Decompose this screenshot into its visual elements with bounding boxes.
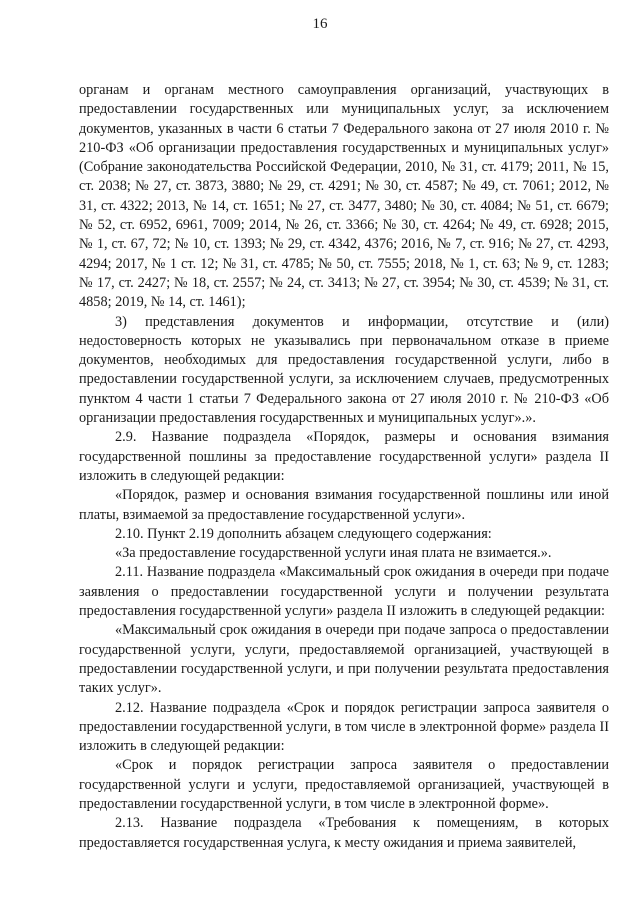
paragraph: 2.12. Название подраздела «Срок и порядок регистрации запроса заявителя о предоставлении государственной услуги, в том числе в электронной форме» раздела II изложить в следующей редакции: xyxy=(79,699,609,755)
paragraph: 2.13. Название подраздела «Требования к помещениям, в которых предоставляется государственная услуга, к месту ожидания и приема заявителей, xyxy=(79,815,609,851)
paragraph: «Срок и порядок регистрации запроса заявителя о предоставлении государственной услуги и услуги, предоставляемой организацией, участвующей в предоставлении государственной услуги, в том числе в электронной форме». xyxy=(79,757,609,812)
paragraph: 3) представления документов и информации, отсутствие и (или) недостоверность которых не указывались при первоначальном отказе в приеме документов, необходимых для предоставления государственной услуги, либо в предоставлении государственной услуги, за исключением случаев, предусмотренных пунктом 4 части 1 статьи 7 Федерального закона от 27 июля 2010 г. № 210-ФЗ «Об организации предоставления государственных и муниципальных услуг».». xyxy=(79,313,609,427)
paragraph: 2.9. Название подраздела «Порядок, размеры и основания взимания государственной пошлины за предоставление государственной услуги» раздела II изложить в следующей редакции: xyxy=(79,429,609,484)
page-number: 16 xyxy=(312,16,328,32)
paragraph: органам и органам местного самоуправления организаций, участвующих в предоставлении государственных или муниципальных услуг, за исключением документов, указанных в части 6 статьи 7 Федерального закона от 27 июля 2010 г. № 210-ФЗ «Об организации предоставления государственных и муниципальных услуг» (Собрание законодательства Российской Федерации, 2010, № 31, ст. 4179; 2011, № 15, ст. 2038; № 27, ст. 3873, 3880; № 29, ст. 4291; № 30, ст. 4587; № 49, ст. 7061; 2012, № 31, ст. 4322; 2013, № 14, ст. 1651; № 27, ст. 3477, 3480; № 30, ст. 4084; № 51, ст. 6679; № 52, ст. 6952, 6961, 7009; 2014, № 26, ст. 3366; № 30, ст. 4264; № 49, ст. 6928; 2015, № 1, ст. 67, 72; № 10, ст. 1393; № 29, ст. 4342, 4376; 2016, № 7, ст. 916; № 27, ст. 4293, 4294; 2017, № 1 ст. 12; № 31, ст. 4785; № 50, ст. 7555; 2018, № 1, ст. 63; № 9, ст. 1283; № 17, ст. 2427; № 18, ст. 2557; № 24, ст. 3413; № 27, ст. 3954; № 30, ст. 4539; № 31, ст. 4858; 2019, № 14, ст. 1461); xyxy=(79,82,609,311)
document-body xyxy=(79,81,609,853)
paragraph: «Порядок, размер и основания взимания государственной пошлины или иной платы, взимаемой за предоставление государственной услуги». xyxy=(79,487,609,523)
paragraph: «Максимальный срок ожидания в очереди при подаче запроса о предоставлении государственной услуги, услуги, предоставляемой организацией, участвующей в предоставлении государственной услуги, и при получении результата предоставления таких услуг». xyxy=(79,622,609,697)
paragraph: 2.11. Название подраздела «Максимальный срок ожидания в очереди при подаче заявления о предоставлении государственной услуги и получении результата предоставления государственной услуги» раздела II изложить в следующей редакции: xyxy=(79,564,609,620)
paragraph: «За предоставление государственной услуги иная плата не взимается.». xyxy=(115,545,552,562)
paragraph: 2.10. Пункт 2.19 дополнить абзацем следующего содержания: xyxy=(115,525,492,542)
